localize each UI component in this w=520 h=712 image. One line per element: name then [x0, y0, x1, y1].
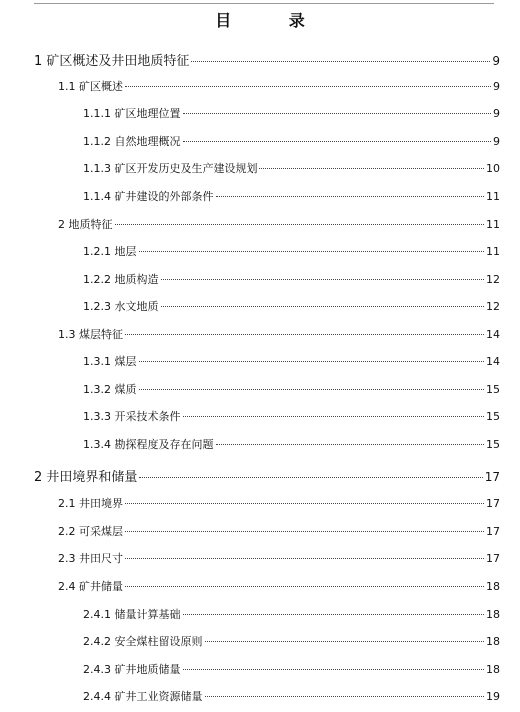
toc-entry-label: 1.3 煤层特征 [58, 328, 123, 341]
toc-entry-label: 2.1 井田境界 [58, 497, 123, 510]
toc-entry-page-number: 18 [486, 580, 500, 593]
toc-entry[interactable] [83, 381, 500, 397]
toc-entry-page-number: 15 [486, 410, 500, 423]
dot-leader [205, 641, 485, 642]
toc-entry[interactable] [83, 633, 500, 649]
toc-entry[interactable] [83, 271, 500, 287]
toc-title: 目 录 [215, 11, 331, 30]
dot-leader [161, 279, 485, 280]
toc-entry[interactable] [83, 105, 500, 121]
toc-entry-page-number: 14 [486, 355, 500, 368]
toc-entry-label: 2.3 井田尺寸 [58, 552, 123, 565]
toc-entry-label: 1.1.3 矿区开发历史及生产建设规划 [83, 162, 258, 175]
toc-entry-page-number: 14 [486, 328, 500, 341]
toc-entry[interactable] [83, 408, 500, 424]
toc-entry[interactable] [58, 578, 500, 594]
toc-entry-label: 1.1 矿区概述 [58, 80, 123, 93]
dot-leader [216, 196, 485, 197]
toc-entry[interactable] [83, 188, 500, 204]
dot-leader [139, 361, 485, 362]
toc-entry-page-number: 9 [493, 80, 500, 93]
dot-leader [125, 586, 484, 587]
toc-entry[interactable] [58, 78, 500, 94]
toc-entry-page-number: 11 [486, 190, 500, 203]
toc-entry-page-number: 18 [486, 608, 500, 621]
toc-entry-page-number: 17 [486, 497, 500, 510]
dot-leader [125, 334, 484, 335]
toc-entry-page-number: 18 [486, 635, 500, 648]
toc-entry-label: 1.2.2 地质构造 [83, 273, 159, 286]
toc-entry-label: 2.2 可采煤层 [58, 525, 123, 538]
toc-entry-page-number: 12 [486, 273, 500, 286]
page-top-rule [34, 0, 494, 4]
dot-leader [139, 251, 485, 252]
toc-entry-page-number: 15 [486, 438, 500, 451]
toc-entry[interactable] [58, 495, 500, 511]
toc-entry[interactable] [83, 353, 500, 369]
toc-entry-page-number: 9 [493, 135, 500, 148]
toc-entry-label: 2.4.4 矿井工业资源储量 [83, 690, 203, 703]
toc-entry-page-number: 11 [486, 245, 500, 258]
toc-entry-label: 2 井田境界和储量 [34, 470, 138, 485]
toc-entry-page-number: 12 [486, 300, 500, 313]
toc-entry[interactable] [83, 436, 500, 452]
toc-entry-label: 1.1.1 矿区地理位置 [83, 107, 181, 120]
toc-entry-label: 1.2.1 地层 [83, 245, 137, 258]
dot-leader [139, 477, 482, 478]
dot-leader [183, 614, 485, 615]
toc-entry-page-number: 10 [486, 162, 500, 175]
toc-entry[interactable] [83, 298, 500, 314]
dot-leader [183, 113, 492, 114]
dot-leader [125, 531, 484, 532]
toc-entry-page-number: 15 [486, 383, 500, 396]
toc-entry[interactable] [83, 606, 500, 622]
toc-entry-label: 2.4 矿井储量 [58, 580, 123, 593]
toc-entry[interactable] [34, 50, 500, 69]
toc-entry[interactable] [83, 243, 500, 259]
toc-entry-label: 1.3.4 勘探程度及存在问题 [83, 438, 214, 451]
toc-entry-page-number: 17 [486, 525, 500, 538]
dot-leader [125, 503, 484, 504]
dot-leader [216, 444, 485, 445]
toc-entry-page-number: 9 [493, 107, 500, 120]
toc-entry-label: 2.4.2 安全煤柱留设原则 [83, 635, 203, 648]
toc-entry-label: 1.3.1 煤层 [83, 355, 137, 368]
toc-entry-page-number: 11 [486, 218, 500, 231]
toc-entry-page-number: 19 [486, 690, 500, 703]
dot-leader [183, 669, 485, 670]
toc-entry-label: 1.1.4 矿井建设的外部条件 [83, 190, 214, 203]
toc-entry-label: 1.3.3 开采技术条件 [83, 410, 181, 423]
dot-leader [115, 224, 485, 225]
dot-leader [125, 86, 491, 87]
toc-entry[interactable] [58, 326, 500, 342]
dot-leader [161, 306, 485, 307]
toc-entry[interactable] [58, 550, 500, 566]
toc-entry-label: 1.1.2 自然地理概况 [83, 135, 181, 148]
dot-leader [183, 416, 485, 417]
dot-leader [191, 61, 490, 62]
toc-entry[interactable] [58, 216, 500, 232]
dot-leader [139, 389, 485, 390]
toc-entry-label: 2 地质特征 [58, 218, 113, 231]
toc-entry-page-number: 17 [486, 552, 500, 565]
toc-entry[interactable] [83, 661, 500, 677]
toc-entry[interactable] [83, 133, 500, 149]
toc-entry-page-number: 9 [492, 54, 500, 68]
toc-entry-label: 1 矿区概述及井田地质特征 [34, 54, 190, 69]
toc-entry-label: 2.4.3 矿井地质储量 [83, 663, 181, 676]
toc-entry-page-number: 18 [486, 663, 500, 676]
dot-leader [259, 168, 484, 169]
toc-entry-label: 1.2.3 水文地质 [83, 300, 159, 313]
dot-leader [205, 696, 485, 697]
dot-leader [183, 141, 492, 142]
toc-entry[interactable] [34, 466, 500, 485]
toc-entry-label: 2.4.1 储量计算基础 [83, 608, 181, 621]
dot-leader [125, 558, 484, 559]
toc-entry[interactable] [83, 160, 500, 176]
toc-entry-label: 1.3.2 煤质 [83, 383, 137, 396]
toc-entry[interactable] [58, 523, 500, 539]
toc-entry-page-number: 17 [484, 470, 500, 484]
toc-entry[interactable] [83, 688, 500, 704]
